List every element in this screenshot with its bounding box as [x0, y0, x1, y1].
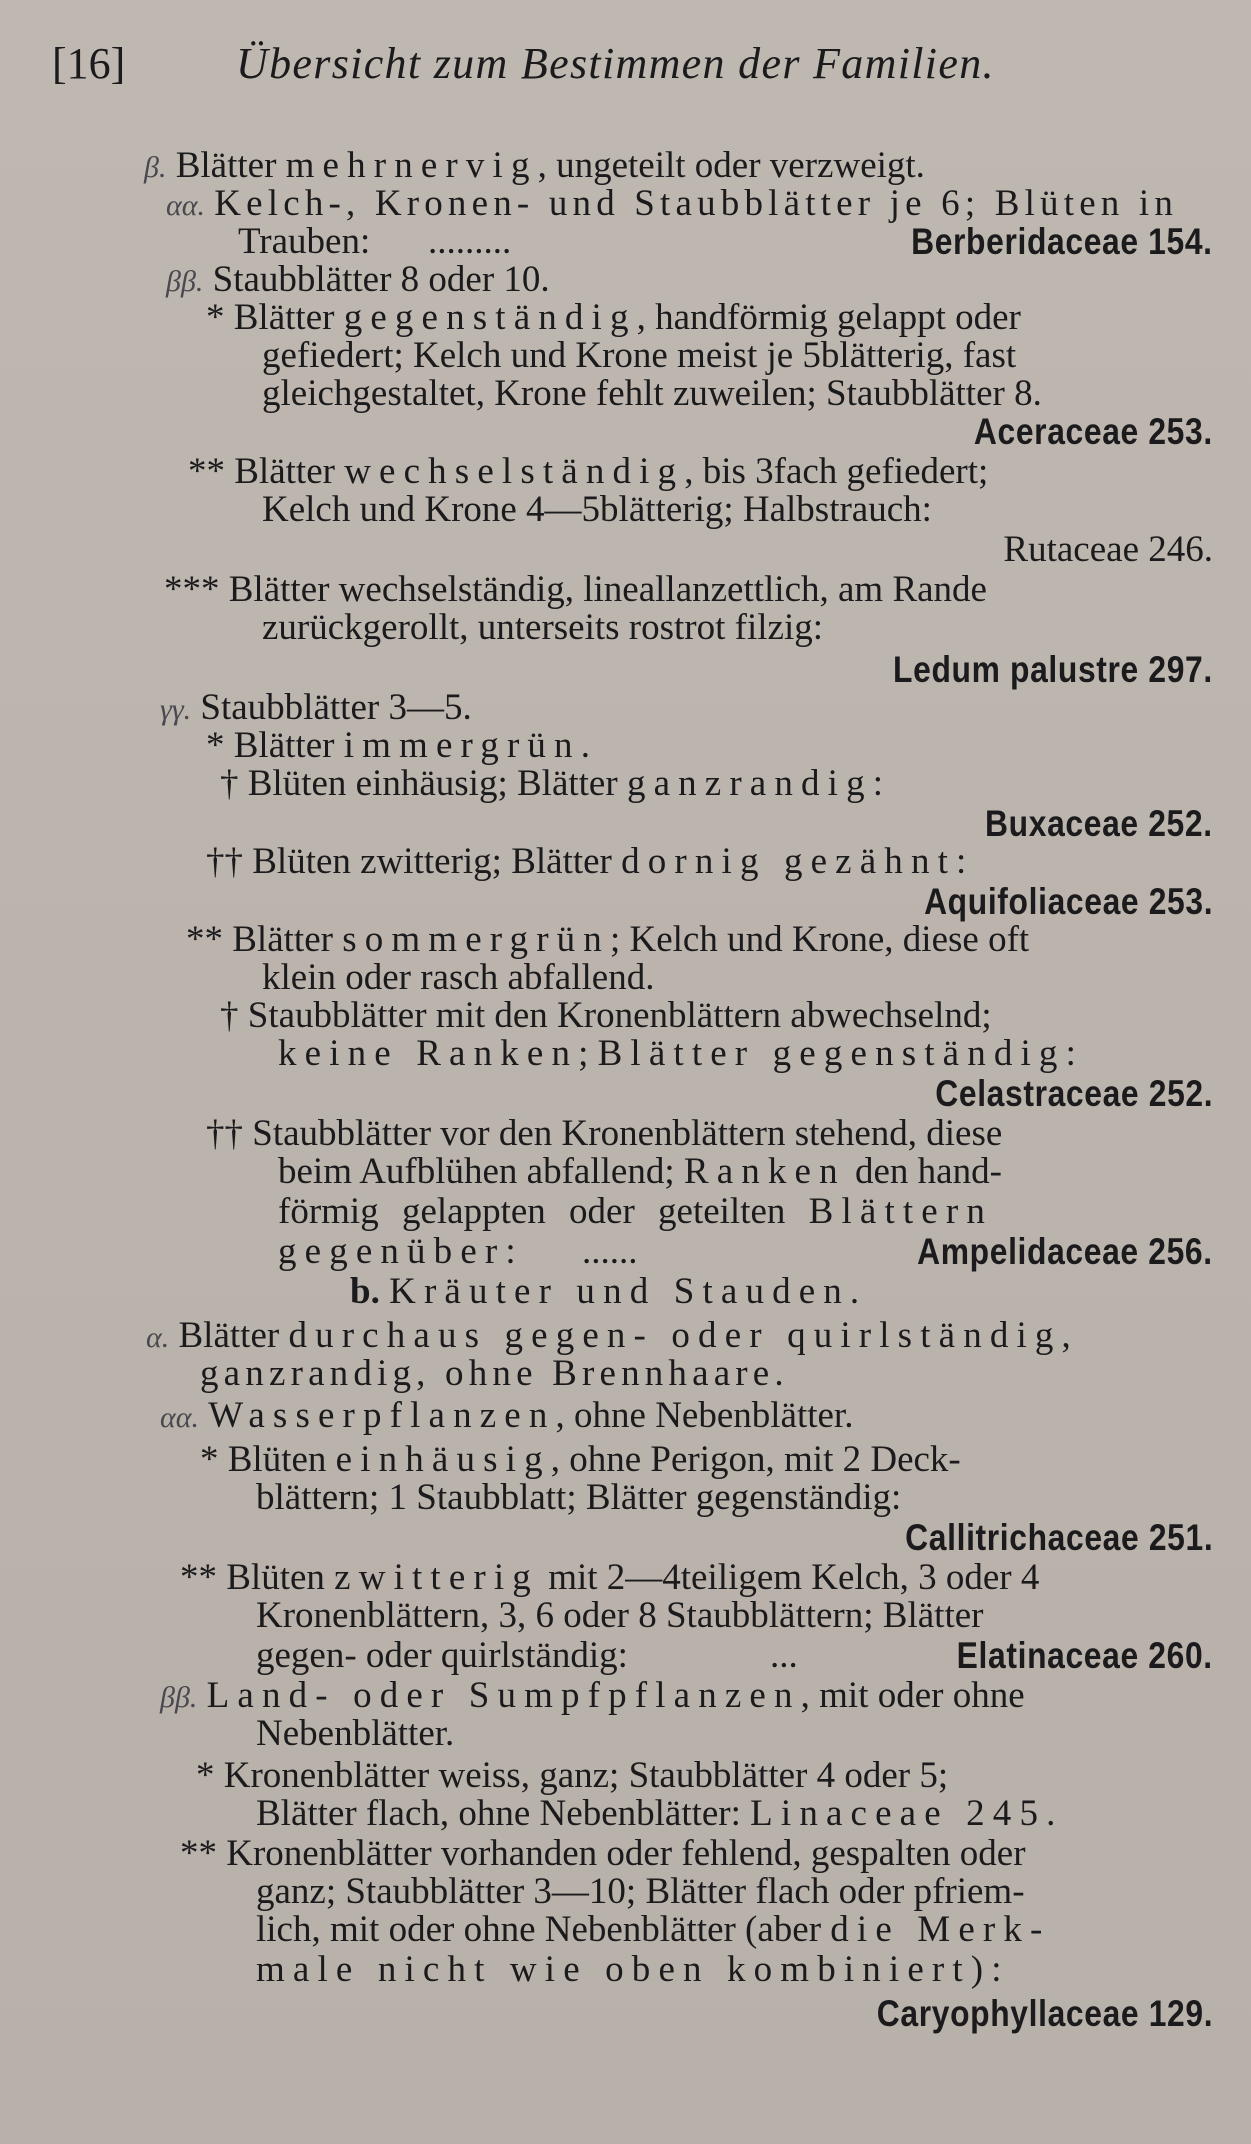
leader-dots: ... [770, 1635, 798, 1676]
family-name-text: Berberidaceae 154. [911, 221, 1213, 262]
key-text: Blätter [175, 145, 286, 186]
key-line [180, 1834, 1026, 1874]
key-text: Kelch-, Kronen- und Staubblätter je 6; Blüten in [214, 183, 1179, 224]
key-text: Kronenblätter weiss, ganz; Staubblätter 4 oder 5; [223, 1755, 949, 1796]
family-name [869, 1232, 1213, 1273]
key-text: : [505, 1231, 516, 1272]
key-line [278, 1034, 1076, 1074]
key-marker: *** [164, 569, 220, 610]
family-name [890, 1074, 1213, 1115]
key-line [278, 1232, 516, 1272]
key-line [206, 1114, 1002, 1154]
key-line: gegen- oder quirlständig: [256, 1635, 628, 1676]
family-name-text: Aceraceae 253. [974, 411, 1213, 452]
family-name [862, 222, 1213, 263]
key-line [146, 1316, 1071, 1358]
key-line: Kronenblättern, 3, 6 oder 8 Staubblättern; Blätter [256, 1595, 984, 1636]
key-text-spaced: gegenständig [343, 297, 637, 338]
key-line: male nicht wie oben kombiniert): [256, 1949, 1010, 1990]
key-line [160, 688, 472, 730]
key-marker: αα. [160, 1401, 199, 1434]
family-name-text: Buxaceae 252. [985, 803, 1213, 844]
key-marker: * [206, 725, 225, 766]
key-line [220, 996, 992, 1036]
key-line [186, 920, 1029, 960]
family-name-text: Elatinaceae 260. [956, 1635, 1213, 1676]
key-marker: ββ. [160, 1681, 198, 1714]
key-text: Blüten zwitterig; Blätter [252, 841, 622, 882]
key-text: Blüten [227, 1439, 336, 1480]
key-text: Blüten [226, 1557, 335, 1598]
key-line [188, 452, 988, 492]
key-text: Blätter [233, 297, 344, 338]
family-name [822, 1994, 1213, 2035]
key-text-spaced: gegenüber [278, 1231, 506, 1272]
key-text-spaced: ganzrandig [626, 763, 873, 804]
key-line [206, 298, 1021, 338]
key-line [206, 726, 590, 766]
key-line [256, 1794, 1063, 1834]
key-text: Staubblätter mit den Kronenblättern abwechselnd; [247, 995, 992, 1036]
family-name-text: Callitrichaceae 251. [904, 1517, 1213, 1558]
page-title: Übersicht zum Bestimmen der Familien. [236, 39, 995, 88]
family-name [915, 1636, 1213, 1677]
key-line [180, 1558, 1039, 1598]
key-text: : [956, 841, 967, 882]
key-marker: †† [206, 841, 243, 882]
key-line: gefiedert; Kelch und Krone meist je 5blätterig, fast [262, 335, 1017, 376]
key-text-spaced: einhäusig [335, 1439, 551, 1480]
key-marker: β. [144, 151, 167, 184]
key-text: ; Kelch und Krone, diese oft [609, 919, 1030, 960]
key-text-spaced: die Merk- [830, 1909, 1051, 1950]
key-text: den hand- [845, 1151, 1002, 1192]
key-text: b. [350, 1271, 380, 1312]
key-text: mit 2—4teiligem Kelch, 3 oder 4 [538, 1557, 1040, 1598]
key-text: , ohne Nebenblätter. [555, 1395, 854, 1436]
key-line: ganzrandig, ohne Brennhaare. [200, 1353, 789, 1394]
key-line [160, 1676, 1025, 1718]
key-text: : [872, 763, 883, 804]
key-text: ; [578, 1033, 598, 1074]
leader-dots: ......... [428, 221, 512, 262]
key-line: blättern; 1 Staubblatt; Blätter gegenständig: [256, 1477, 902, 1518]
key-text-spaced: Blätter gegenständig [597, 1033, 1066, 1074]
key-marker: * [196, 1755, 215, 1796]
key-line [166, 184, 1178, 226]
key-text: , ohne Perigon, mit 2 Deck- [550, 1439, 961, 1480]
key-text: beim Aufblühen abfallend; [278, 1151, 684, 1192]
leader-dots: ...... [582, 1231, 638, 1272]
key-text: Trauben: [238, 221, 371, 262]
key-text: förmig gelappten oder geteilten [278, 1191, 809, 1232]
key-line [196, 1756, 948, 1796]
key-text: Blätter [233, 725, 344, 766]
key-text-spaced: durchaus gegen- oder quirlständig [288, 1315, 1062, 1356]
family-name-text: Ledum palustre 297. [893, 649, 1213, 690]
key-line [166, 260, 550, 302]
key-text-spaced: Blättern [808, 1191, 993, 1232]
key-line [220, 764, 883, 804]
key-text-spaced: mehrnervig [285, 145, 538, 186]
key-text: , bis 3fach gefiedert; [684, 451, 989, 492]
family-name-text: Celastraceae 252. [935, 1073, 1213, 1114]
key-text-spaced: sommergrün [342, 919, 610, 960]
key-text-spaced: Ranken [683, 1151, 846, 1192]
key-marker: * [206, 297, 225, 338]
key-text: , [1061, 1315, 1071, 1356]
key-line [160, 1396, 853, 1438]
key-line: klein oder rasch abfallend. [262, 957, 655, 998]
key-text-spaced: Kräuter und Stauden. [389, 1271, 868, 1312]
key-text-spaced: dornig gezähnt [621, 841, 956, 882]
key-text: Blätter flach, ohne Nebenblätter: [256, 1793, 751, 1834]
key-line [206, 842, 966, 882]
page-number: [16] [52, 39, 126, 88]
key-marker: ** [186, 919, 223, 960]
key-text-spaced: Linaceae 245. [750, 1793, 1064, 1834]
key-text-spaced: Wasserpflanzen [208, 1395, 556, 1436]
key-text-spaced: immergrün [343, 725, 581, 766]
key-marker: * [200, 1439, 219, 1480]
family-name [841, 650, 1213, 691]
key-line [278, 1152, 1002, 1192]
family-name-text: Caryophyllaceae 129. [876, 1993, 1213, 2034]
key-text: Staubblätter 8 oder 10. [212, 259, 550, 300]
key-text: , ungeteilt oder verzweigt. [537, 145, 925, 186]
key-text: Blätter [234, 451, 345, 492]
key-marker: ** [180, 1557, 217, 1598]
key-line: Kelch und Krone 4—5blätterig; Halbstrauch: [262, 489, 932, 530]
family-name [855, 1518, 1213, 1559]
key-text: Blätter [178, 1315, 289, 1356]
family-name-text: Aquifoliaceae 253. [923, 881, 1213, 922]
key-line: gleichgestaltet, Krone fehlt zuweilen; Staubblätter 8. [262, 373, 1042, 414]
key-text: . [580, 725, 590, 766]
family-name [877, 882, 1213, 923]
key-text-spaced: Land- oder Sumpfpflanzen [206, 1675, 801, 1716]
key-line [200, 1440, 961, 1480]
key-text: Staubblätter vor den Kronenblättern stehend, diese [252, 1113, 1003, 1154]
key-text: Staubblätter 3—5. [200, 687, 472, 728]
key-marker: ** [188, 451, 225, 492]
key-marker: γγ. [160, 693, 192, 726]
key-marker: † [220, 995, 239, 1036]
key-marker: α. [146, 1321, 170, 1354]
key-line: zurückgerollt, unterseits rostrot filzig: [262, 607, 824, 648]
key-marker: ** [180, 1833, 217, 1874]
key-line [164, 570, 987, 610]
section-heading [350, 1272, 867, 1312]
key-line [238, 222, 370, 262]
family-name-text: Ampelidaceae 256. [917, 1231, 1213, 1272]
key-text: : [1065, 1033, 1076, 1074]
key-line [144, 146, 925, 188]
key-line [278, 1192, 993, 1232]
key-text: , mit oder ohne [800, 1675, 1025, 1716]
key-text: lich, mit oder ohne Nebenblätter (aber [256, 1909, 831, 1950]
key-line: ganz; Staubblätter 3—10; Blätter flach oder pfriem- [256, 1871, 1025, 1912]
key-text: Blüten einhäusig; Blätter [247, 763, 627, 804]
key-line: Nebenblätter. [256, 1713, 455, 1754]
key-text: Kronenblätter vorhanden oder fehlend, gespalten oder [226, 1833, 1026, 1874]
key-line [256, 1910, 1050, 1950]
key-marker: αα. [166, 189, 205, 222]
family-name [948, 804, 1213, 845]
key-text-spaced: keine Ranken [278, 1033, 579, 1074]
key-text: Blätter [232, 919, 343, 960]
key-text-spaced: wechselständig [344, 451, 685, 492]
key-marker: ββ. [166, 265, 204, 298]
key-text: Blätter wechselständig, lineallanzettlich, am Rande [228, 569, 987, 610]
key-text-spaced: zwitterig [334, 1557, 539, 1598]
key-marker: † [220, 763, 239, 804]
family-name [935, 412, 1213, 453]
key-marker: †† [206, 1113, 243, 1154]
key-text: , handförmig gelappt oder [636, 297, 1021, 338]
family-name: Rutaceae 246. [1003, 529, 1213, 570]
